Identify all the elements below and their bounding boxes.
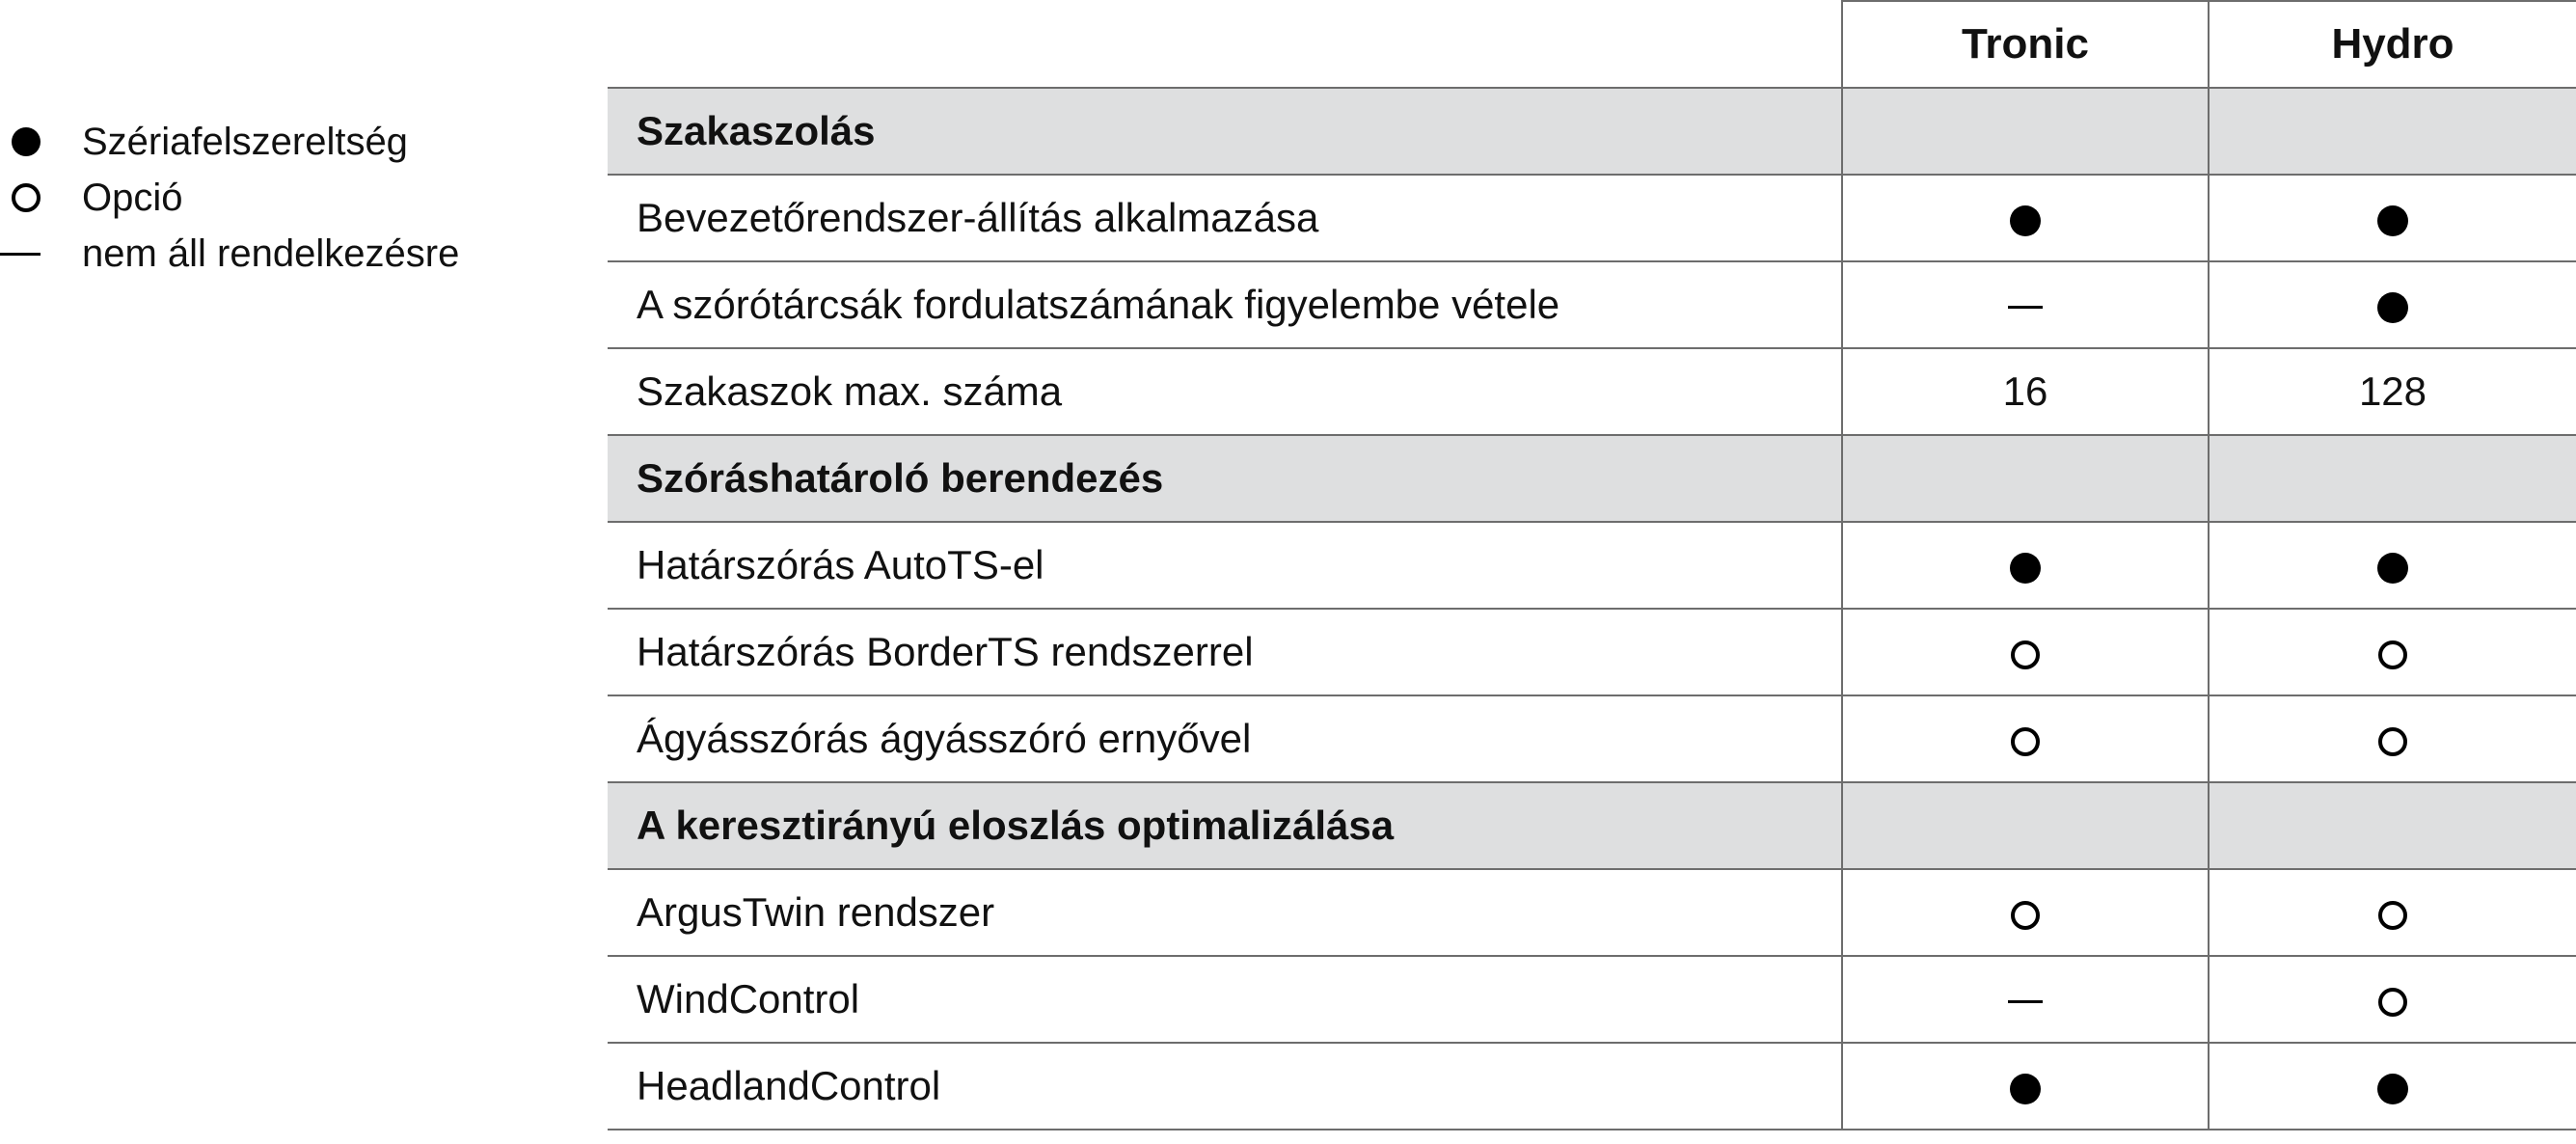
feature-label: HeadlandControl — [608, 1043, 1842, 1130]
empty-circle-icon — [2378, 901, 2407, 930]
legend-label: Opció — [82, 176, 183, 219]
feature-label: Szakaszok max. száma — [608, 348, 1842, 435]
table-row — [608, 522, 2576, 609]
table-row — [608, 348, 2576, 435]
column-header-hydro: Hydro — [2209, 1, 2576, 88]
column-header-tronic: Tronic — [1842, 1, 2209, 88]
value-cell-tronic — [1842, 522, 2209, 609]
value-text: 16 — [2002, 368, 2048, 414]
section-row — [608, 782, 2576, 869]
value-cell-hydro — [2209, 1043, 2576, 1130]
filled-circle-icon — [2377, 1074, 2408, 1104]
section-title: Szóráshatároló berendezés — [608, 435, 1842, 522]
table-row — [608, 956, 2576, 1043]
section-cell-tronic — [1842, 435, 2209, 522]
spec-table — [608, 0, 2576, 1130]
table-header-row — [608, 1, 2576, 88]
feature-label: ArgusTwin rendszer — [608, 869, 1842, 956]
filled-circle-icon — [2377, 205, 2408, 236]
legend-item-option — [0, 170, 540, 226]
value-cell-tronic — [1842, 1043, 2209, 1130]
filled-circle-icon — [2010, 553, 2041, 584]
section-cell-tronic — [1842, 782, 2209, 869]
table-row — [608, 1043, 2576, 1130]
feature-label: Határszórás BorderTS rendszerrel — [608, 609, 1842, 695]
legend-label: nem áll rendelkezésre — [82, 232, 460, 275]
empty-circle-icon — [2378, 640, 2407, 669]
value-cell-hydro — [2209, 175, 2576, 261]
feature-label: Ágyásszórás ágyásszóró ernyővel — [608, 695, 1842, 782]
section-cell-hydro — [2209, 88, 2576, 175]
legend-item-not-available — [0, 226, 540, 282]
filled-circle-icon — [2377, 292, 2408, 323]
dash-icon — [0, 253, 41, 256]
value-cell-hydro — [2209, 609, 2576, 695]
filled-circle-icon — [2010, 1074, 2041, 1104]
section-cell-hydro — [2209, 782, 2576, 869]
value-cell-tronic — [1842, 175, 2209, 261]
filled-circle-icon — [2377, 553, 2408, 584]
empty-circle-icon — [12, 183, 41, 212]
value-text: 128 — [2358, 368, 2427, 414]
dash-icon — [2008, 306, 2043, 309]
section-cell-hydro — [2209, 435, 2576, 522]
table-body — [608, 88, 2576, 1130]
filled-circle-icon — [2010, 205, 2041, 236]
empty-circle-icon — [2378, 727, 2407, 756]
value-cell-hydro — [2209, 261, 2576, 348]
filled-circle-icon — [12, 127, 41, 156]
value-cell-tronic — [1842, 869, 2209, 956]
feature-label: A szórótárcsák fordulatszámának figyelembe vétele — [608, 261, 1842, 348]
value-cell-tronic — [1842, 956, 2209, 1043]
section-title: A keresztirányú eloszlás optimalizálása — [608, 782, 1842, 869]
value-cell-tronic — [1842, 261, 2209, 348]
table-row — [608, 695, 2576, 782]
value-cell-tronic — [1842, 695, 2209, 782]
feature-label: WindControl — [608, 956, 1842, 1043]
table-row — [608, 175, 2576, 261]
table-row — [608, 869, 2576, 956]
empty-circle-icon — [2011, 640, 2040, 669]
value-cell-tronic — [1842, 348, 2209, 435]
section-row — [608, 88, 2576, 175]
table-row — [608, 609, 2576, 695]
legend-item-standard — [0, 114, 540, 170]
feature-label: Határszórás AutoTS-el — [608, 522, 1842, 609]
value-cell-hydro — [2209, 956, 2576, 1043]
value-cell-hydro — [2209, 695, 2576, 782]
empty-circle-icon — [2011, 727, 2040, 756]
feature-label: Bevezetőrendszer-állítás alkalmazása — [608, 175, 1842, 261]
section-cell-tronic — [1842, 88, 2209, 175]
section-row — [608, 435, 2576, 522]
legend — [0, 114, 540, 282]
value-cell-hydro — [2209, 869, 2576, 956]
table-row — [608, 261, 2576, 348]
value-cell-tronic — [1842, 609, 2209, 695]
value-cell-hydro — [2209, 522, 2576, 609]
empty-circle-icon — [2378, 988, 2407, 1017]
header-corner — [608, 1, 1842, 88]
value-cell-hydro — [2209, 348, 2576, 435]
legend-label: Szériafelszereltség — [82, 120, 408, 163]
dash-icon — [2008, 1000, 2043, 1003]
section-title: Szakaszolás — [608, 88, 1842, 175]
empty-circle-icon — [2011, 901, 2040, 930]
